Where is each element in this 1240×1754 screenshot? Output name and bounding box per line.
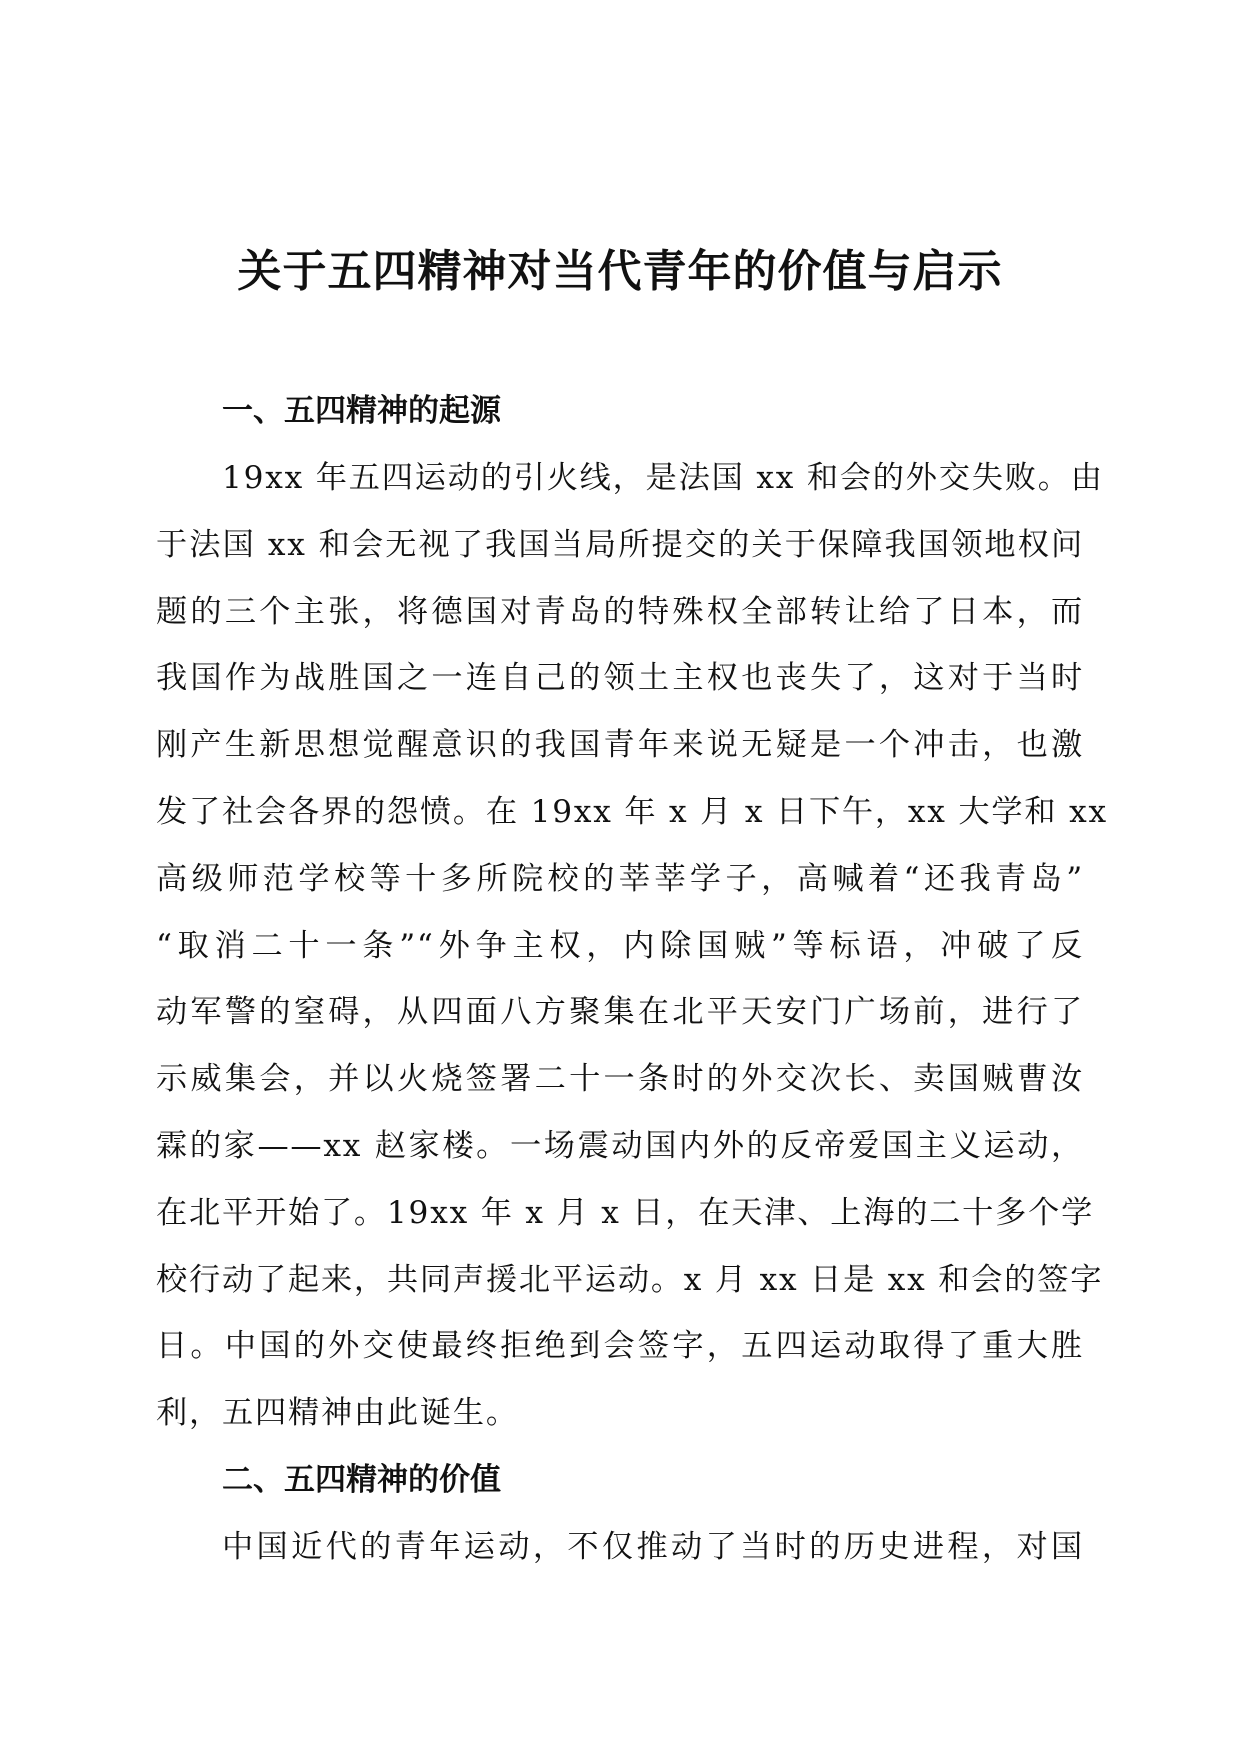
section-origin [156,378,1108,1447]
paragraph-line: 19xx 年五四运动的引火线，是法国 xx 和会的外交失败。由 [222,460,1104,496]
paragraph-line: 校行动了起来，共同声援北平运动。x 月 xx 日是 xx 和会的签字 [156,1261,1104,1298]
paragraph-line: 高级师范学校等十多所院校的莘莘学子，高喊着“还我青岛” [156,860,1084,897]
paragraph-line: 我国作为战胜国之一连自己的领土主权也丧失了，这对于当时 [156,660,1084,697]
paragraph-line: 刚产生新思想觉醒意识的我国青年来说无疑是一个冲击，也激 [156,727,1084,764]
paragraph-line: 霖的家——xx 赵家楼。一场震动国内外的反帝爱国主义运动， [156,1127,1084,1164]
paragraph-line: 利，五四精神由此诞生。 [156,1395,519,1432]
paragraph-line: 中国近代的青年运动，不仅推动了当时的历史进程，对国 [222,1528,1084,1565]
paragraph-line: 动军警的窒碍，从四面八方聚集在北平天安门广场前，进行了 [156,994,1084,1031]
paragraph-line: 题的三个主张，将德国对青岛的特殊权全部转让给了日本，而 [156,593,1084,630]
section-heading: 一、五四精神的起源 [222,393,501,429]
paragraph-line: 于法国 xx 和会无视了我国当局所提交的关于保障我国领地权问 [156,526,1084,563]
paragraph-line: 示威集会，并以火烧签署二十一条时的外交次长、卖国贼曹汝 [156,1061,1084,1098]
document-body [156,378,1108,1581]
paragraph-line: 日。中国的外交使最终拒绝到会签字，五四运动取得了重大胜 [156,1328,1084,1365]
section-paragraph [156,445,1108,1447]
paragraph-line: “取消二十一条”“外争主权，内除国贼”等标语，冲破了反 [156,927,1084,964]
section-heading: 二、五四精神的价值 [222,1461,501,1498]
section-value [156,1447,1084,1581]
paragraph-line: 发了社会各界的怨愤。在 19xx 年 x 月 x 日下午，xx 大学和 xx [156,793,1108,830]
paragraph-line: 在北平开始了。19xx 年 x 月 x 日，在天津、上海的二十多个学 [156,1194,1095,1231]
section-paragraph [156,1514,1084,1581]
document-title: 关于五四精神对当代青年的价值与启示 [237,246,1003,297]
